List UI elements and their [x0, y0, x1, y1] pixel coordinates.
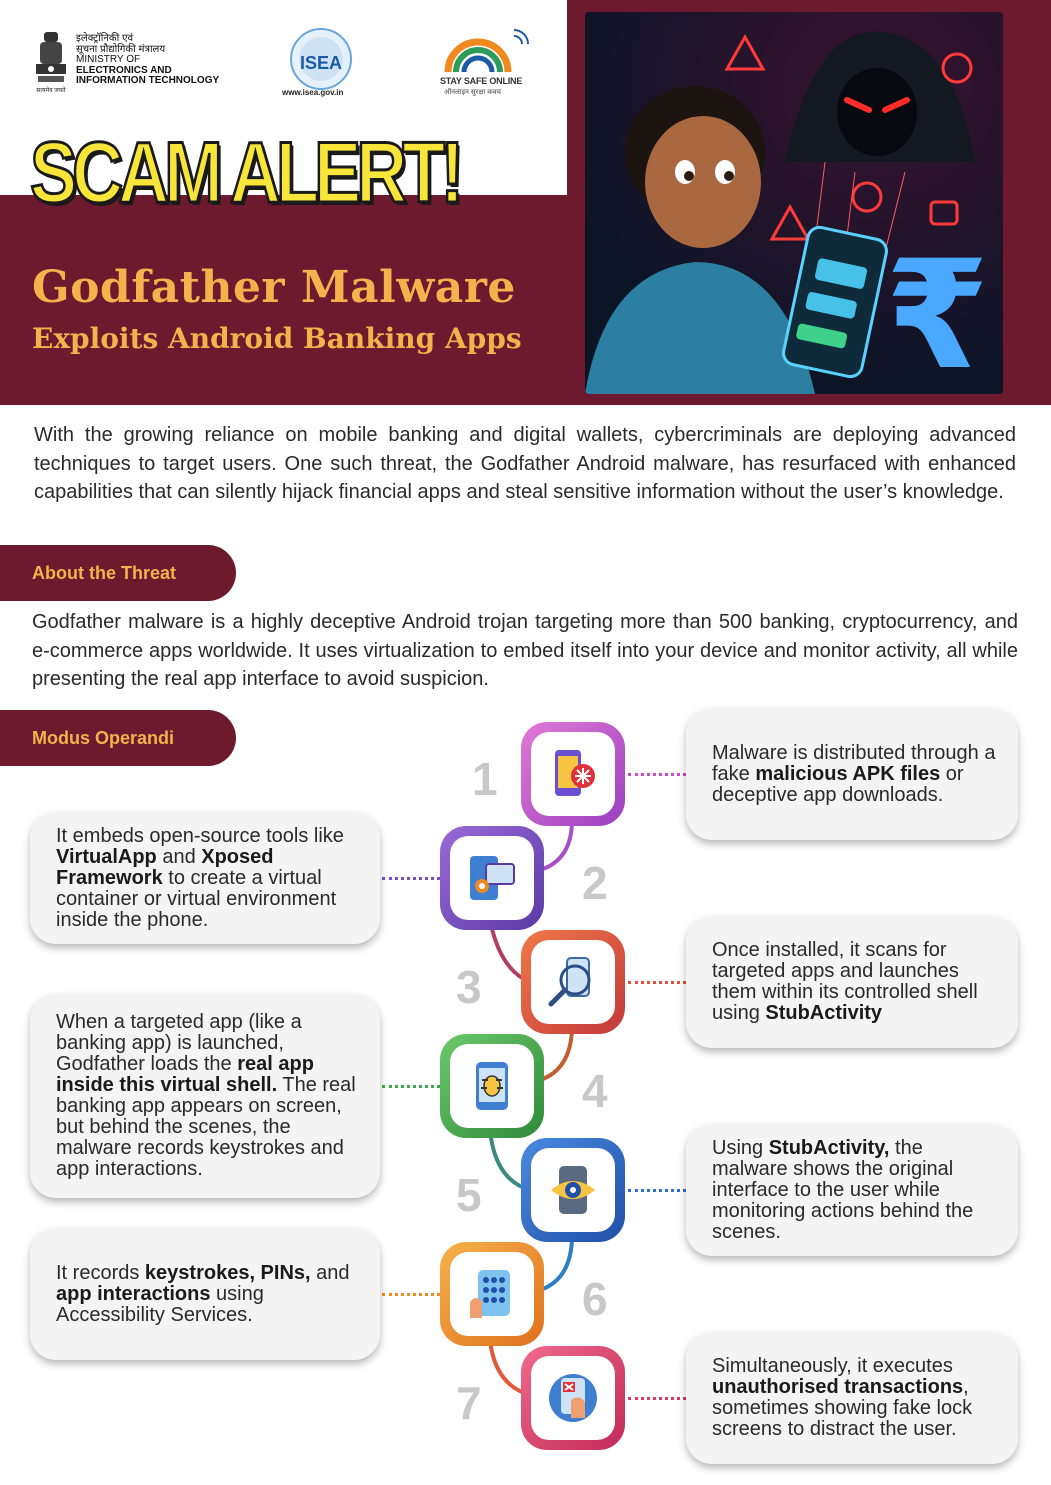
step-text: , sometimes showing fake lock screens to distract the user.: [712, 1376, 973, 1440]
step-text-emphasis: StubActivity: [765, 1002, 883, 1024]
step-text: Using: [712, 1136, 769, 1159]
isea-url: www.isea.gov.in: [282, 88, 344, 97]
step-text: and: [310, 1261, 350, 1284]
national-emblem-icon: [30, 28, 72, 96]
ministry-line-1: MINISTRY OF: [76, 54, 141, 65]
app-scan-icon: [545, 954, 601, 1010]
step-text-emphasis: Xposed Framework: [56, 845, 274, 889]
section-label-about-threat: About the Threat: [0, 545, 236, 601]
ministry-line-2: ELECTRONICS AND: [76, 64, 172, 76]
step-1-number: 1: [472, 753, 498, 805]
step-1-card: [686, 708, 1018, 840]
fraud-transaction-icon: [545, 1370, 601, 1426]
emblem-motto: सत्यमेव जयते: [36, 88, 66, 94]
step-text: using Accessibility Services.: [56, 1282, 264, 1326]
step-1-text: [712, 743, 998, 806]
step-5-connector: [628, 1189, 686, 1192]
step-6-text: [56, 1263, 360, 1326]
step-2-text: [56, 826, 360, 931]
step-text: to create a virtual container or virtual environment inside the phone.: [56, 866, 337, 931]
step-6-connector: [382, 1293, 440, 1296]
virtual-container-icon: [464, 850, 520, 906]
step-7-text: [712, 1356, 998, 1440]
step-5-icon-tile: [521, 1138, 625, 1242]
step-text: It records: [56, 1261, 145, 1284]
step-6-number: 6: [582, 1273, 608, 1325]
step-4-icon-tile: [440, 1034, 544, 1138]
step-text: or deceptive app downloads.: [712, 762, 964, 806]
ministry-hindi-line-2: सूचना प्रौद्योगिकी मंत्रालय: [76, 43, 166, 55]
monitoring-eye-icon: [545, 1162, 601, 1218]
step-3-number: 3: [456, 961, 482, 1013]
step-2-card: [30, 812, 380, 944]
isea-logo-icon: [288, 27, 354, 97]
step-text: Simultaneously, it executes: [712, 1355, 953, 1377]
step-2-number: 2: [582, 857, 608, 909]
malicious-apk-icon: [545, 746, 601, 802]
step-3-connector: [628, 981, 686, 984]
step-text-emphasis: StubActivity,: [768, 1136, 890, 1159]
scam-alert-heading: SCAM ALERT!: [30, 125, 460, 221]
step-text-emphasis: keystrokes, PINs,: [144, 1261, 311, 1284]
step-7-connector: [628, 1397, 686, 1400]
ministry-name: [76, 34, 219, 87]
stay-safe-online-text: STAY SAFE ONLINE: [440, 76, 523, 86]
step-4-connector: [382, 1085, 440, 1088]
step-3-text: [712, 940, 998, 1024]
step-text-emphasis: malicious APK files: [755, 762, 941, 785]
step-7-number: 7: [456, 1377, 482, 1429]
step-7-card: [686, 1332, 1018, 1464]
step-text: It embeds open-source tools like: [56, 824, 344, 847]
step-7-icon-tile: [521, 1346, 625, 1450]
step-text: The real banking app appears on screen, but behind the scenes, the malware records keystrokes and app interactions.: [56, 1074, 356, 1180]
step-text-emphasis: app interactions: [56, 1282, 211, 1305]
stay-safe-online-hindi: ऑनलाइन सुरक्षा कवच: [444, 89, 501, 96]
hero-illustration: [585, 12, 1003, 394]
bug-phone-icon: [464, 1058, 520, 1114]
step-text-emphasis: VirtualApp: [56, 845, 157, 868]
about-threat-paragraph: Godfather malware is a highly deceptive Android trojan targeting more than 500 banking, cryptocurrency, and e-commerce apps worldwide. It uses virtualization to embed itself into your device and monitor activity, all while presenting the real app interface to avoid suspicion.: [32, 611, 1018, 690]
step-2-connector: [382, 877, 440, 880]
step-6-icon-tile: [440, 1242, 544, 1346]
step-1-connector: [628, 773, 686, 776]
ministry-hindi-line-1: इलेक्ट्रॉनिकी एवं: [76, 33, 134, 44]
step-5-number: 5: [456, 1169, 482, 1221]
step-text: Malware is distributed through a fake: [712, 741, 996, 785]
step-text-emphasis: unauthorised transactions: [712, 1376, 964, 1398]
isea-logo-text: ISEA: [299, 53, 343, 73]
step-4-number: 4: [582, 1065, 608, 1117]
step-4-card: [30, 994, 380, 1198]
step-3-card: [686, 916, 1018, 1048]
page-title: Godfather Malware: [32, 262, 516, 313]
page-subtitle: Exploits Android Banking Apps: [32, 322, 522, 355]
step-5-card: [686, 1124, 1018, 1256]
step-text: the malware shows the original interface to the user while monitoring actions behind the scenes.: [712, 1136, 974, 1243]
ministry-logo: [30, 28, 240, 98]
step-text-emphasis: real app inside this virtual shell.: [56, 1053, 314, 1096]
step-5-text: [712, 1138, 998, 1243]
step-text: Once installed, it scans for targeted apps and launches them within its controlled shell using: [712, 939, 978, 1024]
step-2-icon-tile: [440, 826, 544, 930]
step-text: and: [156, 845, 202, 868]
ministry-line-3: INFORMATION TECHNOLOGY: [76, 75, 220, 86]
step-3-icon-tile: [521, 930, 625, 1034]
step-text: When a targeted app (like a banking app) is launched, Godfather loads the: [56, 1011, 302, 1075]
intro-paragraph: With the growing reliance on mobile banking and digital wallets, cybercriminals are deploying advanced techniques to target users. One such threat, the Godfather Android malware, has resurfaced with enhanced capabilities that can silently hijack financial apps and steal sensitive information without the user’s knowledge.: [34, 424, 1016, 503]
step-6-card: [30, 1228, 380, 1360]
keypad-touch-icon: [464, 1266, 520, 1322]
section-label-modus-operandi: Modus Operandi: [0, 710, 236, 766]
step-1-icon-tile: [521, 722, 625, 826]
scammer-victim-illustration-icon: [585, 12, 1003, 394]
step-4-text: [56, 1012, 360, 1180]
svg-text:₹: ₹: [885, 229, 990, 394]
